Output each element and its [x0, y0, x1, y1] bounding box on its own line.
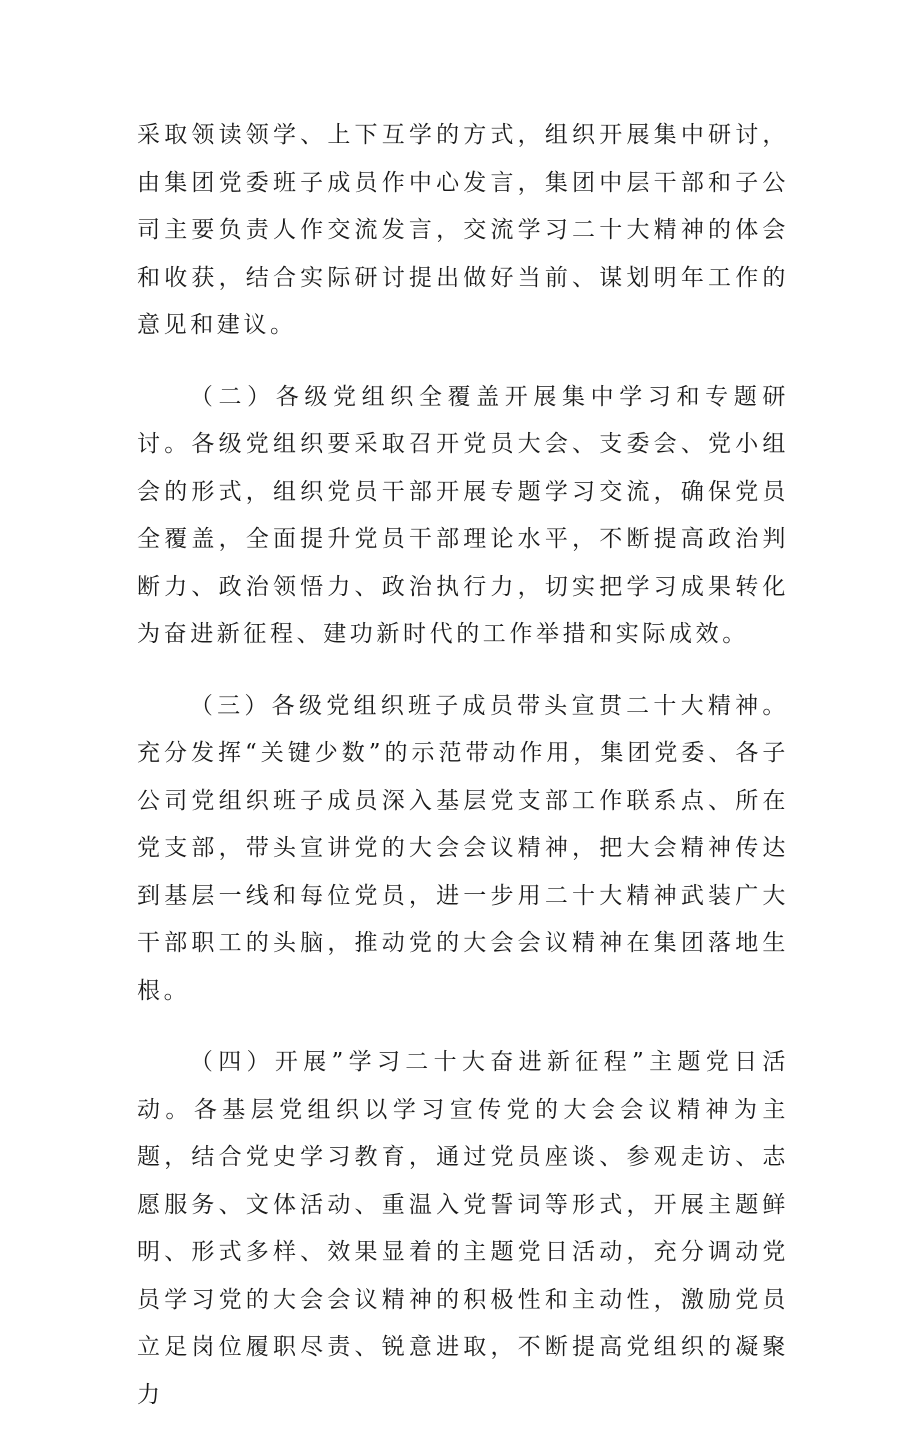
document-body	[137, 112, 789, 1443]
paragraph-section-4: （四）开展”学习二十大奋进新征程”主题党日活动。各基层党组织以学习宣传党的大会会议精神为主题，结合党史学习教育，通过党员座谈、参观走访、志愿服务、文体活动、重温入党誓词等形式，开展主题鲜明、形式多样、效果显着的主题党日活动，充分调动党员学习党的大会会议精神的积极性和主动性，激励党员立足岗位履职尽责、锐意进取，不断提高党组织的凝聚力	[137, 1049, 789, 1408]
paragraph-section-2: （二）各级党组织全覆盖开展集中学习和专题研讨。各级党组织要采取召开党员大会、支委会、党小组会的形式，组织党员干部开展专题学习交流，确保党员全覆盖，全面提升党员干部理论水平，不断提高政治判断力、政治领悟力、政治执行力，切实把学习成果转化为奋进新征程、建功新时代的工作举措和实际成效。	[137, 383, 789, 647]
paragraph-continuation: 采取领读领学、上下互学的方式，组织开展集中研讨，由集团党委班子成员作中心发言，集团中层干部和子公司主要负责人作交流发言，交流学习二十大精神的体会和收获，结合实际研讨提出做好当前、谋划明年工作的意见和建议。	[137, 122, 789, 338]
paragraph-section-3: （三）各级党组织班子成员带头宣贯二十大精神。充分发挥“关键少数”的示范带动作用，集团党委、各子公司党组织班子成员深入基层党支部工作联系点、所在党支部，带头宣讲党的大会会议精神，把大会精神传达到基层一线和每位党员，进一步用二十大精神武装广大干部职工的头脑，推动党的大会会议精神在集团落地生根。	[137, 692, 789, 1004]
